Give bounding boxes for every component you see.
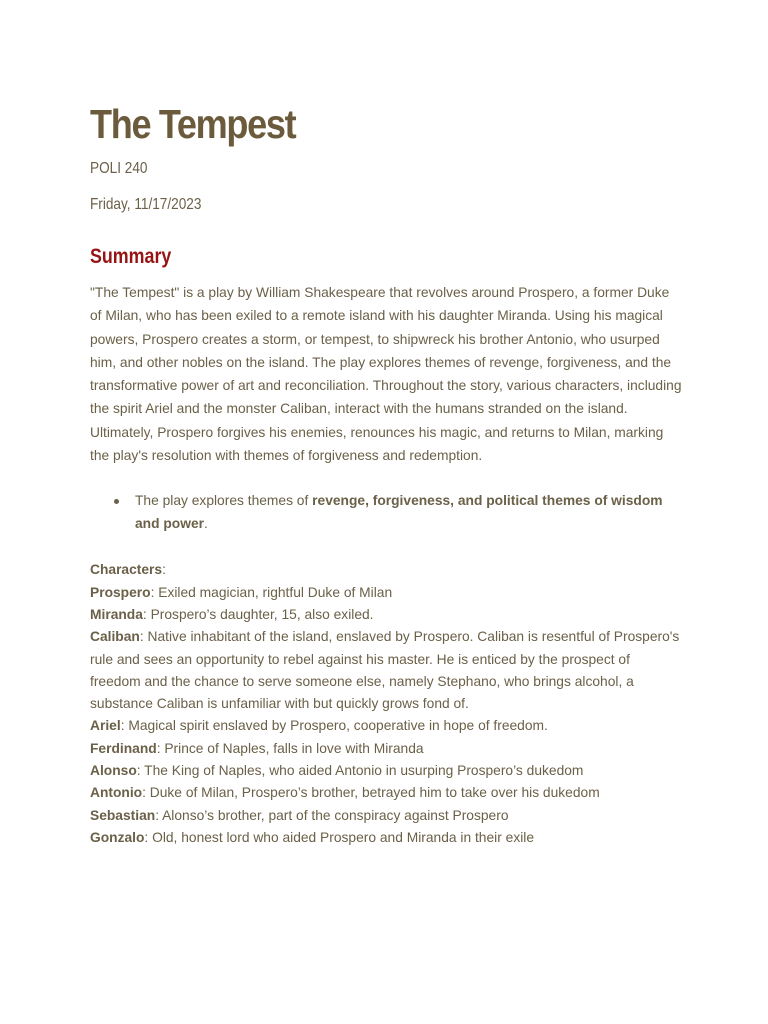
character-description: : Magical spirit enslaved by Prospero, cooperative in hope of freedom. (120, 718, 548, 734)
character-name: Antonio (90, 785, 143, 801)
character-entry (90, 760, 682, 782)
character-name: Gonzalo (90, 829, 145, 845)
character-entry (90, 715, 682, 737)
characters-heading-colon: : (162, 562, 166, 578)
character-description: : Prince of Naples, falls in love with Miranda (156, 740, 424, 756)
bullet-prefix: The play explores themes of (135, 493, 313, 509)
character-description: : Old, honest lord who aided Prospero and Miranda in their exile (144, 829, 535, 845)
characters-heading: Characters (90, 562, 163, 578)
summary-paragraph: "The Tempest" is a play by William Shakespeare that revolves around Prospero, a former Duke of Milan, who has been exiled to a remote island with his daughter Miranda. Using his magical powers, Prospero creates a storm, or tempest, to shipwreck his brother Antonio, who usurped him, and other nobles on the island. The play explores themes of revenge, forgiveness, and the transformative power of art and reconciliation. Throughout the story, various characters, including the spirit Ariel and the monster Caliban, interact with the humans stranded on the island. Ultimately, Prospero forgives his enemies, renounces his magic, and returns to Milan, marking the play's resolution with themes of forgiveness and redemption. (90, 285, 682, 464)
character-entry (90, 782, 682, 804)
character-name: Ferdinand (90, 740, 157, 756)
character-description: : The King of Naples, who aided Antonio in usurping Prospero’s dukedom (136, 763, 584, 779)
character-entry (90, 827, 682, 849)
summary-heading: Summary (90, 245, 172, 268)
bullet-suffix: . (204, 516, 208, 532)
character-name: Sebastian (90, 807, 156, 823)
document-title: The Tempest (90, 101, 296, 147)
character-description: : Native inhabitant of the island, enslaved by Prospero. Caliban is resentful of Prospero's rule and sees an opportunity to rebel against his master. He is enticed by the prospect of freedom and the chance to serve someone else, namely Stephano, who brings alcohol, a substance Caliban is unfamiliar with but quickly grows fond of. (90, 629, 680, 712)
character-entry (90, 805, 682, 827)
character-name: Ariel (90, 718, 121, 734)
character-name: Alonso (90, 763, 137, 779)
bullet-dot-icon (114, 499, 119, 504)
characters-heading-line (90, 559, 682, 581)
character-description: : Duke of Milan, Prospero’s brother, betrayed him to take over his dukedom (142, 785, 600, 801)
characters-section (90, 559, 682, 849)
list-item (90, 489, 682, 535)
course-code: POLI 240 (90, 160, 148, 177)
character-entry (90, 738, 682, 760)
character-name: Prospero (90, 584, 151, 600)
character-entry (90, 626, 682, 715)
character-name: Caliban (90, 629, 140, 645)
document-date: Friday, 11/17/2023 (90, 196, 202, 213)
character-description: : Alonso’s brother, part of the conspiracy against Prospero (155, 807, 509, 823)
character-description: : Exiled magician, rightful Duke of Milan (150, 584, 393, 600)
document-page (90, 96, 682, 849)
character-name: Miranda (90, 606, 143, 622)
character-entry (90, 604, 682, 626)
character-description: : Prospero’s daughter, 15, also exiled. (142, 606, 374, 622)
bullet-emphasis: revenge, forgiveness, and political themes of wisdom and power (135, 493, 663, 532)
character-entry (90, 582, 682, 604)
themes-bullet-list (90, 489, 682, 535)
